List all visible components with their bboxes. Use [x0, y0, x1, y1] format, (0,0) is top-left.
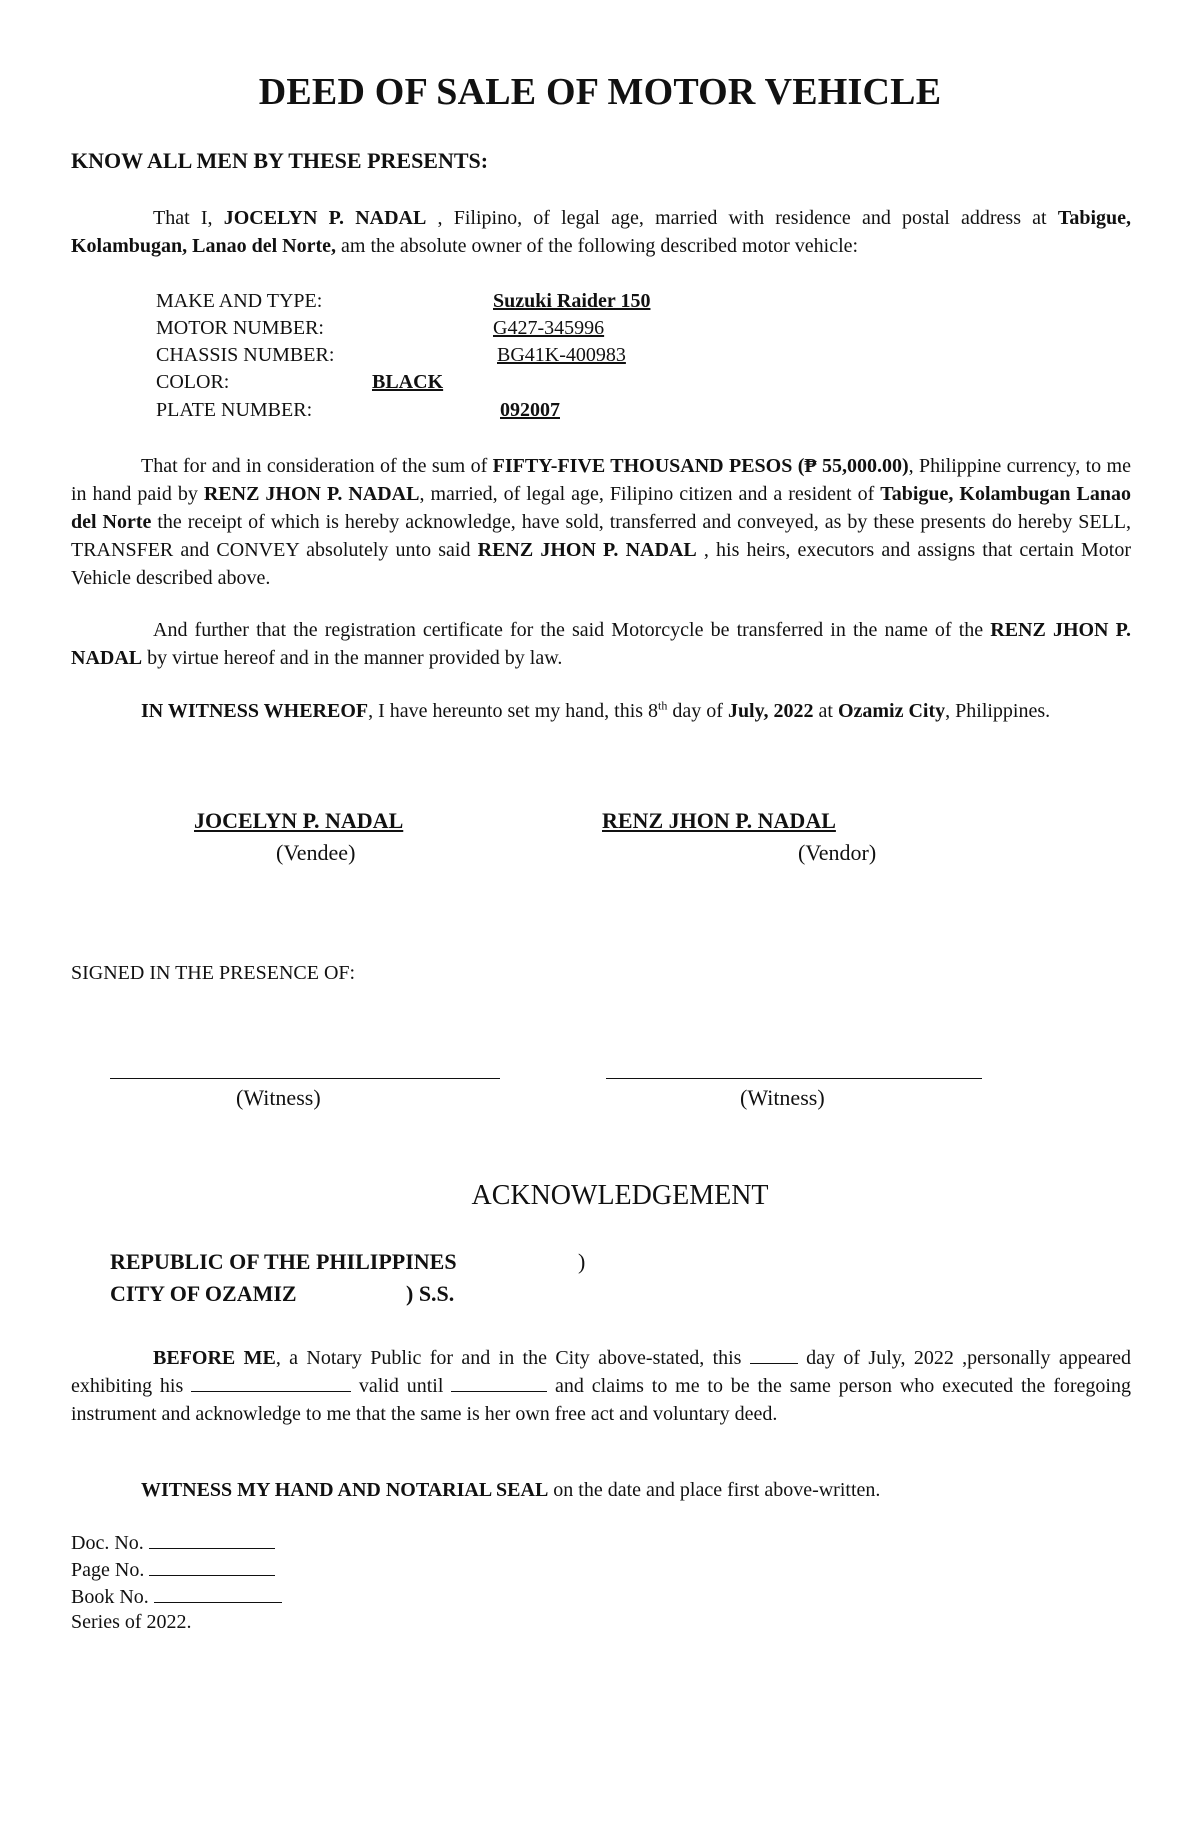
- owner-address: Tabigue, Kolambugan, Lanao del Norte,: [71, 207, 1131, 257]
- witness-text-3: at: [813, 700, 838, 722]
- republic-paren: ): [578, 1249, 586, 1274]
- intro-text-2: , Filipino, of legal age, married with residence and postal address at: [426, 207, 1058, 229]
- vendor-role: (Vendor): [798, 840, 877, 865]
- valid-until-blank[interactable]: [451, 1373, 547, 1392]
- signed-presence-label: SIGNED IN THE PRESENCE OF:: [71, 962, 356, 984]
- chassis-label: CHASSIS NUMBER:: [156, 344, 335, 366]
- notarial-seal-lead: WITNESS MY HAND AND NOTARIAL SEAL: [141, 1479, 549, 1501]
- witness-text-4: , Philippines.: [945, 700, 1051, 722]
- witness-text-2: day of: [667, 700, 728, 722]
- notarial-seal-text: on the date and place first above-written.: [548, 1479, 881, 1501]
- make-label: MAKE AND TYPE:: [156, 290, 323, 312]
- doc-no-label: Doc. No.: [71, 1532, 144, 1554]
- plate-value: 092007: [500, 399, 560, 421]
- owner-name: JOCELYN P. NADAL: [223, 207, 427, 229]
- day-suffix: th: [658, 698, 668, 713]
- witness-line-right: [606, 1078, 982, 1079]
- sale-amount: FIFTY-FIVE THOUSAND PESOS (₱ 55,000.00): [492, 455, 909, 477]
- vendee-signature-name: JOCELYN P. NADAL: [194, 808, 404, 833]
- id-blank[interactable]: [191, 1373, 351, 1392]
- buyer-address: Tabigue, Kolambugan Lanao del Norte: [71, 483, 1132, 533]
- witness-label-left: (Witness): [236, 1085, 321, 1110]
- consideration-text-3: , married, of legal age, Filipino citizen and a resident of: [419, 483, 881, 505]
- buyer-name: RENZ JHON P. NADAL: [203, 483, 420, 505]
- plate-label: PLATE NUMBER:: [156, 399, 313, 421]
- book-no: [71, 1584, 282, 1609]
- book-no-label: Book No.: [71, 1586, 149, 1608]
- execution-place: Ozamiz City: [837, 700, 946, 722]
- before-text-1: , a Notary Public for and in the City above-stated, this: [275, 1347, 750, 1369]
- make-value: Suzuki Raider 150: [493, 290, 651, 312]
- doc-no-blank[interactable]: [149, 1530, 275, 1549]
- city-ss: ) S.S.: [406, 1281, 455, 1306]
- series-line: Series of 2022.: [71, 1611, 192, 1633]
- consideration-text-5: , his heirs, executors and assigns that certain Motor Vehicle described above.: [71, 539, 1131, 589]
- republic-line: REPUBLIC OF THE PHILIPPINES: [110, 1249, 457, 1274]
- book-no-blank[interactable]: [154, 1584, 282, 1603]
- document-title: DEED OF SALE OF MOTOR VEHICLE: [258, 71, 942, 113]
- before-text-4: and claims to me to be the same person who executed the foregoing instrument and acknowledge to me that the same is her own free act and voluntary deed.: [71, 1375, 1131, 1425]
- execution-date: July, 2022: [727, 700, 814, 722]
- witness-label-right: (Witness): [740, 1085, 825, 1110]
- consideration-paragraph: [71, 452, 1131, 592]
- witness-line-left: [110, 1078, 500, 1079]
- before-me-paragraph: [71, 1344, 1131, 1428]
- witness-whereof-lead: IN WITNESS WHEREOF: [141, 700, 369, 722]
- doc-no: [71, 1530, 275, 1555]
- page-no-blank[interactable]: [149, 1557, 275, 1576]
- city-line: CITY OF OZAMIZ: [110, 1281, 297, 1306]
- know-all-heading: KNOW ALL MEN BY THESE PRESENTS:: [71, 148, 489, 173]
- registration-buyer: RENZ JHON P. NADAL: [71, 619, 1131, 669]
- before-text-2: day of July, 2022 ,personally appeared exhibiting his: [71, 1347, 1131, 1397]
- consideration-text-1: That for and in consideration of the sum of: [141, 455, 493, 477]
- registration-paragraph: [71, 616, 1131, 672]
- before-me-lead: BEFORE ME: [153, 1347, 276, 1369]
- registration-text-1: And further that the registration certificate for the said Motorcycle be transferred in the name of the: [153, 619, 991, 641]
- page-no: [71, 1557, 275, 1582]
- vendor-signature-name: RENZ JHON P. NADAL: [602, 808, 836, 833]
- motor-label: MOTOR NUMBER:: [156, 317, 324, 339]
- motor-value: G427-345996: [493, 317, 605, 339]
- intro-paragraph: [71, 204, 1131, 260]
- witness-text-1: , I have hereunto set my hand, this 8: [368, 700, 659, 722]
- chassis-value: BG41K-400983: [497, 344, 626, 366]
- day-blank[interactable]: [750, 1345, 798, 1364]
- registration-text-2: by virtue hereof and in the manner provided by law.: [142, 647, 563, 669]
- consideration-text-2: , Philippine currency, to me in hand paid by: [71, 455, 1131, 505]
- vendee-role: (Vendee): [276, 840, 356, 865]
- notarial-seal-paragraph: [71, 1476, 1131, 1504]
- consideration-text-4: the receipt of which is hereby acknowledge, have sold, transferred and conveyed, as by these presents do hereby SELL, TRANSFER and CONVEY absolutely unto said: [71, 511, 1132, 561]
- acknowledgement-heading: ACKNOWLEDGEMENT: [471, 1180, 769, 1211]
- color-label: COLOR:: [156, 371, 230, 393]
- page-no-label: Page No.: [71, 1559, 145, 1581]
- buyer-name-2: RENZ JHON P. NADAL: [477, 539, 697, 561]
- before-text-3: valid until: [351, 1375, 452, 1397]
- intro-text-1: That I,: [153, 207, 224, 229]
- witness-clause: [71, 697, 1131, 725]
- intro-text-3: am the absolute owner of the following described motor vehicle:: [336, 235, 859, 257]
- color-value: BLACK: [372, 371, 444, 393]
